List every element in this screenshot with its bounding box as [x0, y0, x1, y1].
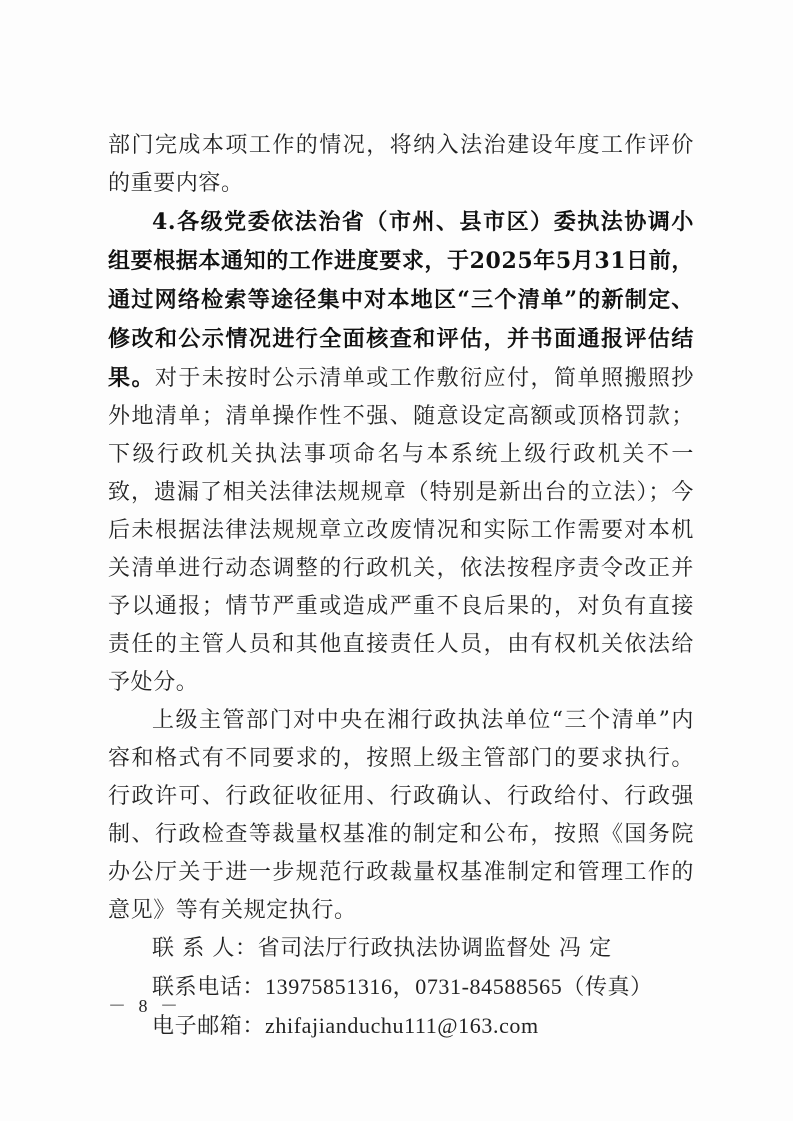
contact-person-label: 联 系 人： [152, 936, 258, 961]
contact-email-label: 电子邮箱： [152, 1014, 266, 1039]
paragraph-item-4 [108, 203, 694, 702]
contact-phone-label: 联系电话： [152, 975, 266, 1000]
contact-person-line [108, 930, 694, 968]
document-body [108, 127, 694, 1046]
paragraph-item-4-body: 对于未按时公示清单或工作敷衍应付，简单照搬照抄外地清单；清单操作性不强、随意设定高额或顶格罚款；下级行政机关执法事项命名与本系统上级行政机关不一致，遗漏了相关法律法规规章（特别是新出台的立法）；今后未根据法律法规规章立改废情况和实际工作需要对本机关清单进行动态调整的行政机关，依法按程序责令改正并予以通报；情节严重或造成严重不良后果的，对负有直接责任的主管人员和其他直接责任人员，由有权机关依法给予处分。 [108, 366, 694, 695]
contact-phone-value: 13975851316，0731-84588565（传真） [265, 974, 653, 999]
contact-phone-line [108, 968, 694, 1007]
contact-email-line [108, 1007, 694, 1046]
contact-person-value: 省司法厅行政执法协调监督处 冯 定 [257, 936, 612, 961]
page-number: － 8 － [108, 996, 182, 1016]
contact-email-value: zhifajianduchu111@163.com [265, 1013, 539, 1038]
paragraph-continuation: 部门完成本项工作的情况，将纳入法治建设年度工作评价的重要内容。 [108, 133, 694, 196]
paragraph-item-4-bold: 4.各级党委依法治省（市州、县市区）委执法协调小组要根据本通知的工作进度要求，于2025年5月31日前，通过网络检索等途径集中对本地区“三个清单”的新制定、修改和公示情况进行全面核查和评估，并书面通报评估结果。 [108, 209, 694, 391]
paragraph-superior-dept: 上级主管部门对中央在湘行政执法单位“三个清单”内容和格式有不同要求的，按照上级主管部门的要求执行。行政许可、行政征收征用、行政确认、行政给付、行政强制、行政检查等裁量权基准的制定和公布，按照《国务院办公厅关于进一步规范行政裁量权基准制定和管理工作的意见》等有关规定执行。 [108, 708, 694, 923]
